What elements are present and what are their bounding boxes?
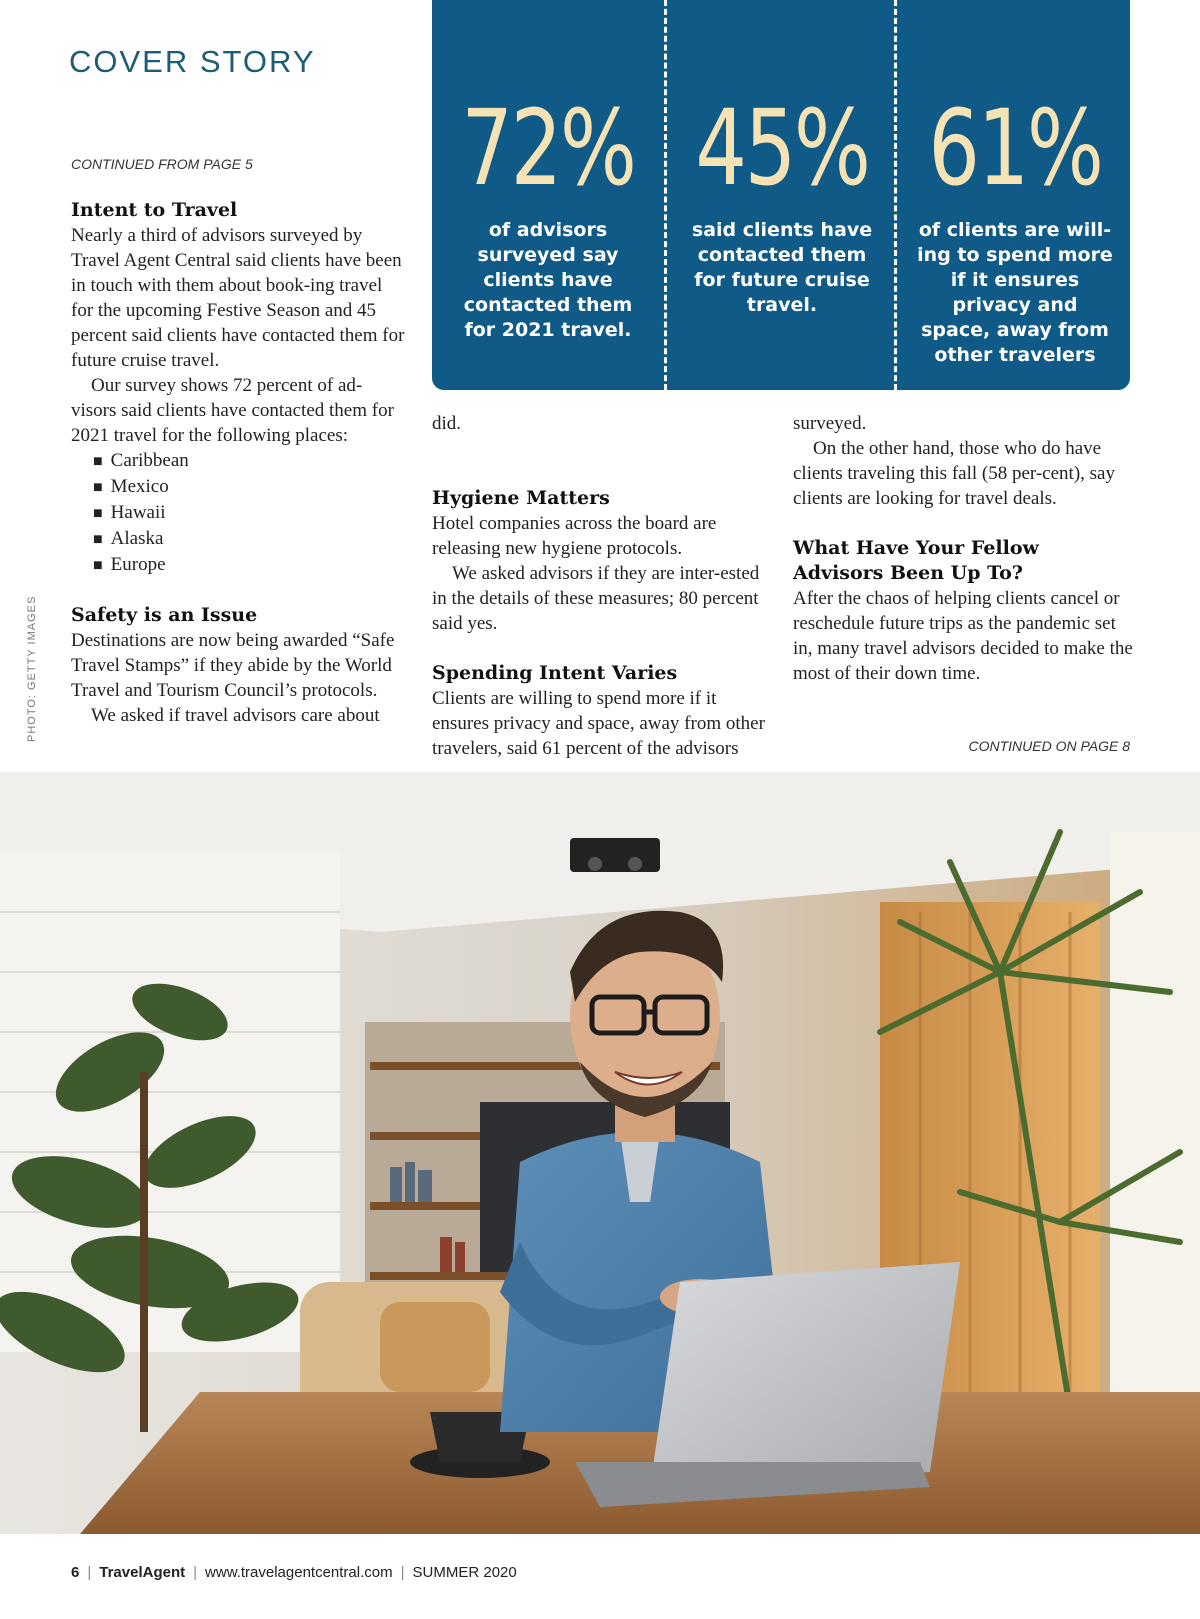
- stat-caption: of clients are will-ing to spend more if it ensures privacy and space, away from other travelers: [917, 219, 1113, 366]
- list-item: ■ Mexico: [93, 474, 406, 500]
- spending-paragraph-1-continued: surveyed.: [793, 413, 867, 434]
- safety-paragraph-1: Destinations are now being awarded “Safe Travel Stamps” if they abide by the World Travel and Tourism Council’s protocols.: [71, 630, 395, 701]
- stat-61: [894, 0, 1133, 390]
- safety-paragraph-2: We asked if travel advisors care about: [91, 705, 380, 726]
- website-url: www.travelagentcentral.com: [205, 1564, 393, 1581]
- stat-value: 61%: [928, 87, 1102, 209]
- separator: |: [193, 1564, 198, 1581]
- stat-value: 45%: [695, 87, 869, 209]
- page-footer: [71, 1564, 517, 1581]
- stat-caption: of advisors surveyed say clients have contacted them for 2021 travel.: [463, 219, 633, 341]
- column-2: [432, 411, 772, 761]
- list-item: ■ Europe: [93, 552, 406, 578]
- places-list: [71, 448, 406, 578]
- continued-from: CONTINUED FROM PAGE 5: [71, 156, 253, 172]
- fellow-heading: What Have Your Fellow Advisors Been Up To?: [793, 537, 1039, 584]
- safety-paragraph-2-continued: did.: [432, 413, 462, 434]
- column-3: [793, 411, 1133, 686]
- stat-caption: said clients have contacted them for future cruise travel.: [691, 219, 873, 316]
- section-label: COVER STORY: [69, 44, 316, 79]
- stat-72: [432, 0, 664, 390]
- magazine-brand: TravelAgent: [99, 1564, 186, 1581]
- list-item: ■ Hawaii: [93, 500, 406, 526]
- intent-heading: Intent to Travel: [71, 199, 238, 221]
- spending-continued: [793, 411, 1133, 436]
- hygiene-paragraph-1: Hotel companies across the board are releasing new hygiene protocols.: [432, 513, 717, 559]
- cover-photo: [0, 772, 1200, 1534]
- list-item: ■ Alaska: [93, 526, 406, 552]
- intent-paragraph-1: Nearly a third of advisors surveyed by Travel Agent Central said clients have been in touch with them about book-ing travel for the upcoming Festive Season and 45 percent said clients have contacted them for future cruise travel.: [71, 225, 405, 371]
- stats-panel: [432, 0, 1130, 390]
- cover-photo-illustration: [0, 772, 1200, 1534]
- fellow-paragraph-1: After the chaos of helping clients cancel or reschedule future trips as the pandemic set in, many travel advisors decided to make the most of their down time.: [793, 588, 1133, 684]
- continued-on: CONTINUED ON PAGE 8: [968, 738, 1130, 754]
- spending-paragraph-1: Clients are willing to spend more if it ensures privacy and space, away from other travelers, said 61 percent of the advisors: [432, 688, 765, 759]
- photo-credit: PHOTO: GETTY IMAGES: [26, 595, 38, 742]
- safety-heading: Safety is an Issue: [71, 604, 258, 626]
- safety-continued: [432, 411, 772, 461]
- stat-value: 72%: [461, 87, 635, 209]
- list-item: ■ Caribbean: [93, 448, 406, 474]
- hygiene-paragraph-2: We asked advisors if they are inter-ested in the details of these measures; 80 percent said yes.: [432, 563, 760, 634]
- page-number: 6: [71, 1564, 80, 1581]
- hygiene-heading: Hygiene Matters: [432, 487, 610, 509]
- separator: |: [87, 1564, 92, 1581]
- spending-heading: Spending Intent Varies: [432, 662, 678, 684]
- stat-45: [664, 0, 897, 390]
- column-1: [71, 198, 406, 728]
- separator: |: [400, 1564, 405, 1581]
- issue-label: SUMMER 2020: [412, 1564, 517, 1581]
- intent-paragraph-2: Our survey shows 72 percent of ad-visors said clients have contacted them for 2021 travel for the following places:: [71, 375, 394, 446]
- spending-paragraph-2: On the other hand, those who do have clients traveling this fall (58 per-cent), say clients are looking for travel deals.: [793, 438, 1115, 509]
